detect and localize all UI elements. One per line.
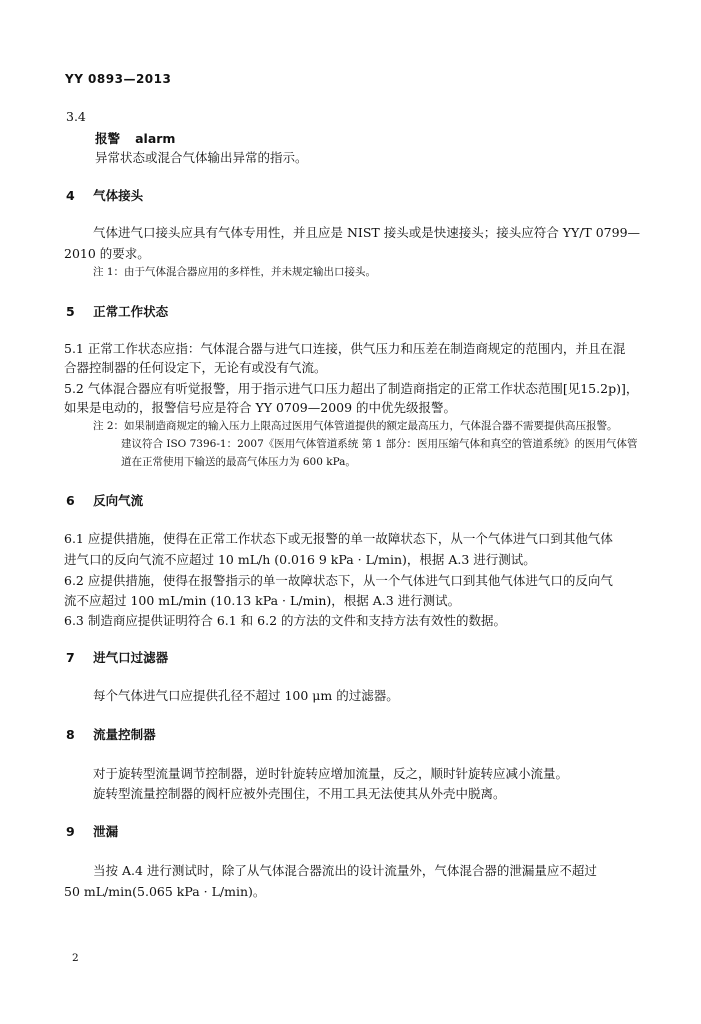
paragraph: 对于旋转型流量调节控制器，逆时针旋转应增加流量，反之，顺时针旋转应减小流量。 bbox=[93, 766, 569, 781]
section-heading-6 bbox=[66, 491, 143, 509]
section-heading-7 bbox=[66, 648, 168, 666]
section-number: 9 bbox=[66, 824, 75, 839]
paragraph: 气体进气口接头应具有气体专用性，并且应是 NIST 接头或是快速接头；接头应符合 YY/T 0799— bbox=[93, 225, 641, 240]
section-title: 进气口过滤器 bbox=[93, 650, 169, 665]
section-title: 泄漏 bbox=[93, 824, 119, 839]
section-heading-9 bbox=[66, 822, 118, 840]
section-number: 8 bbox=[66, 727, 75, 742]
section-number: 4 bbox=[66, 188, 75, 203]
clause-6-2: 6.2 应提供措施，使得在报警指示的单一故障状态下，从一个气体进气口到其他气体进气口的反向气 bbox=[64, 573, 613, 588]
paragraph-continuation: 50 mL/min(5.065 kPa · L/min)。 bbox=[64, 884, 266, 899]
term-title: 报警 bbox=[95, 131, 121, 146]
clause-6-1: 6.1 应提供措施，使得在正常工作状态下或无报警的单一故障状态下，从一个气体进气口到其他气体 bbox=[64, 531, 613, 546]
section-title: 流量控制器 bbox=[93, 727, 156, 742]
term-definition: 异常状态或混合气体输出异常的指示。 bbox=[95, 150, 308, 165]
clause-5-1: 5.1 正常工作状态应指：气体混合器与进气口连接，供气压力和压差在制造商规定的范围内，并且在混 bbox=[64, 341, 626, 356]
clause-6-1-continuation: 进气口的反向气流不应超过 10 mL/h (0.016 9 kPa · L/min)，根据 A.3 进行测试。 bbox=[64, 552, 536, 567]
section-heading-8 bbox=[66, 725, 156, 743]
paragraph-continuation: 2010 的要求。 bbox=[64, 246, 150, 261]
note-continuation: 道在正常使用下输送的最高气体压力为 600 kPa。 bbox=[121, 456, 356, 468]
section-title: 气体接头 bbox=[93, 188, 144, 203]
term-english: alarm bbox=[135, 131, 176, 146]
document-id: YY 0893—2013 bbox=[65, 72, 172, 86]
section-heading-4 bbox=[66, 186, 143, 204]
section-title: 反向气流 bbox=[93, 493, 144, 508]
note: 注 1：由于气体混合器应用的多样性，并未规定输出口接头。 bbox=[93, 266, 377, 278]
clause-6-2-continuation: 流不应超过 100 mL/min (10.13 kPa · L/min)，根据 A.3 进行测试。 bbox=[64, 593, 461, 608]
clause-6-3: 6.3 制造商应提供证明符合 6.1 和 6.2 的方法的文件和支持方法有效性的数据。 bbox=[64, 613, 507, 628]
section-number: 5 bbox=[66, 304, 75, 319]
section-title: 正常工作状态 bbox=[93, 304, 169, 319]
paragraph: 当按 A.4 进行测试时，除了从气体混合器流出的设计流量外，气体混合器的泄漏量应不超过 bbox=[93, 863, 597, 878]
paragraph: 旋转型流量控制器的阀杆应被外壳围住，不用工具无法使其从外壳中脱离。 bbox=[93, 786, 506, 801]
note: 注 2：如果制造商规定的输入压力上限高过医用气体管道提供的额定最高压力，气体混合器不需要提供高压报警。 bbox=[93, 420, 618, 432]
clause-5-2: 5.2 气体混合器应有听觉报警，用于指示进气口压力超出了制造商指定的正常工作状态范围[见15.2p)]， bbox=[64, 381, 639, 396]
section-heading-5 bbox=[66, 302, 168, 320]
term-entry bbox=[95, 128, 175, 147]
clause-5-2-continuation: 如果是电动的，报警信号应是符合 YY 0709—2009 的中优先级报警。 bbox=[64, 400, 457, 415]
clause-5-1-continuation: 合器控制器的任何设定下，无论有或没有气流。 bbox=[64, 360, 327, 375]
section-number: 6 bbox=[66, 493, 75, 508]
page-number: 2 bbox=[72, 952, 79, 964]
note-continuation: 建议符合 ISO 7396-1：2007《医用气体管道系统 第 1 部分：医用压缩气体和真空的管道系统》的医用气体管 bbox=[121, 438, 638, 450]
section-number: 7 bbox=[66, 650, 75, 665]
clause-number: 3.4 bbox=[66, 109, 86, 124]
paragraph: 每个气体进气口应提供孔径不超过 100 μm 的过滤器。 bbox=[93, 688, 399, 703]
